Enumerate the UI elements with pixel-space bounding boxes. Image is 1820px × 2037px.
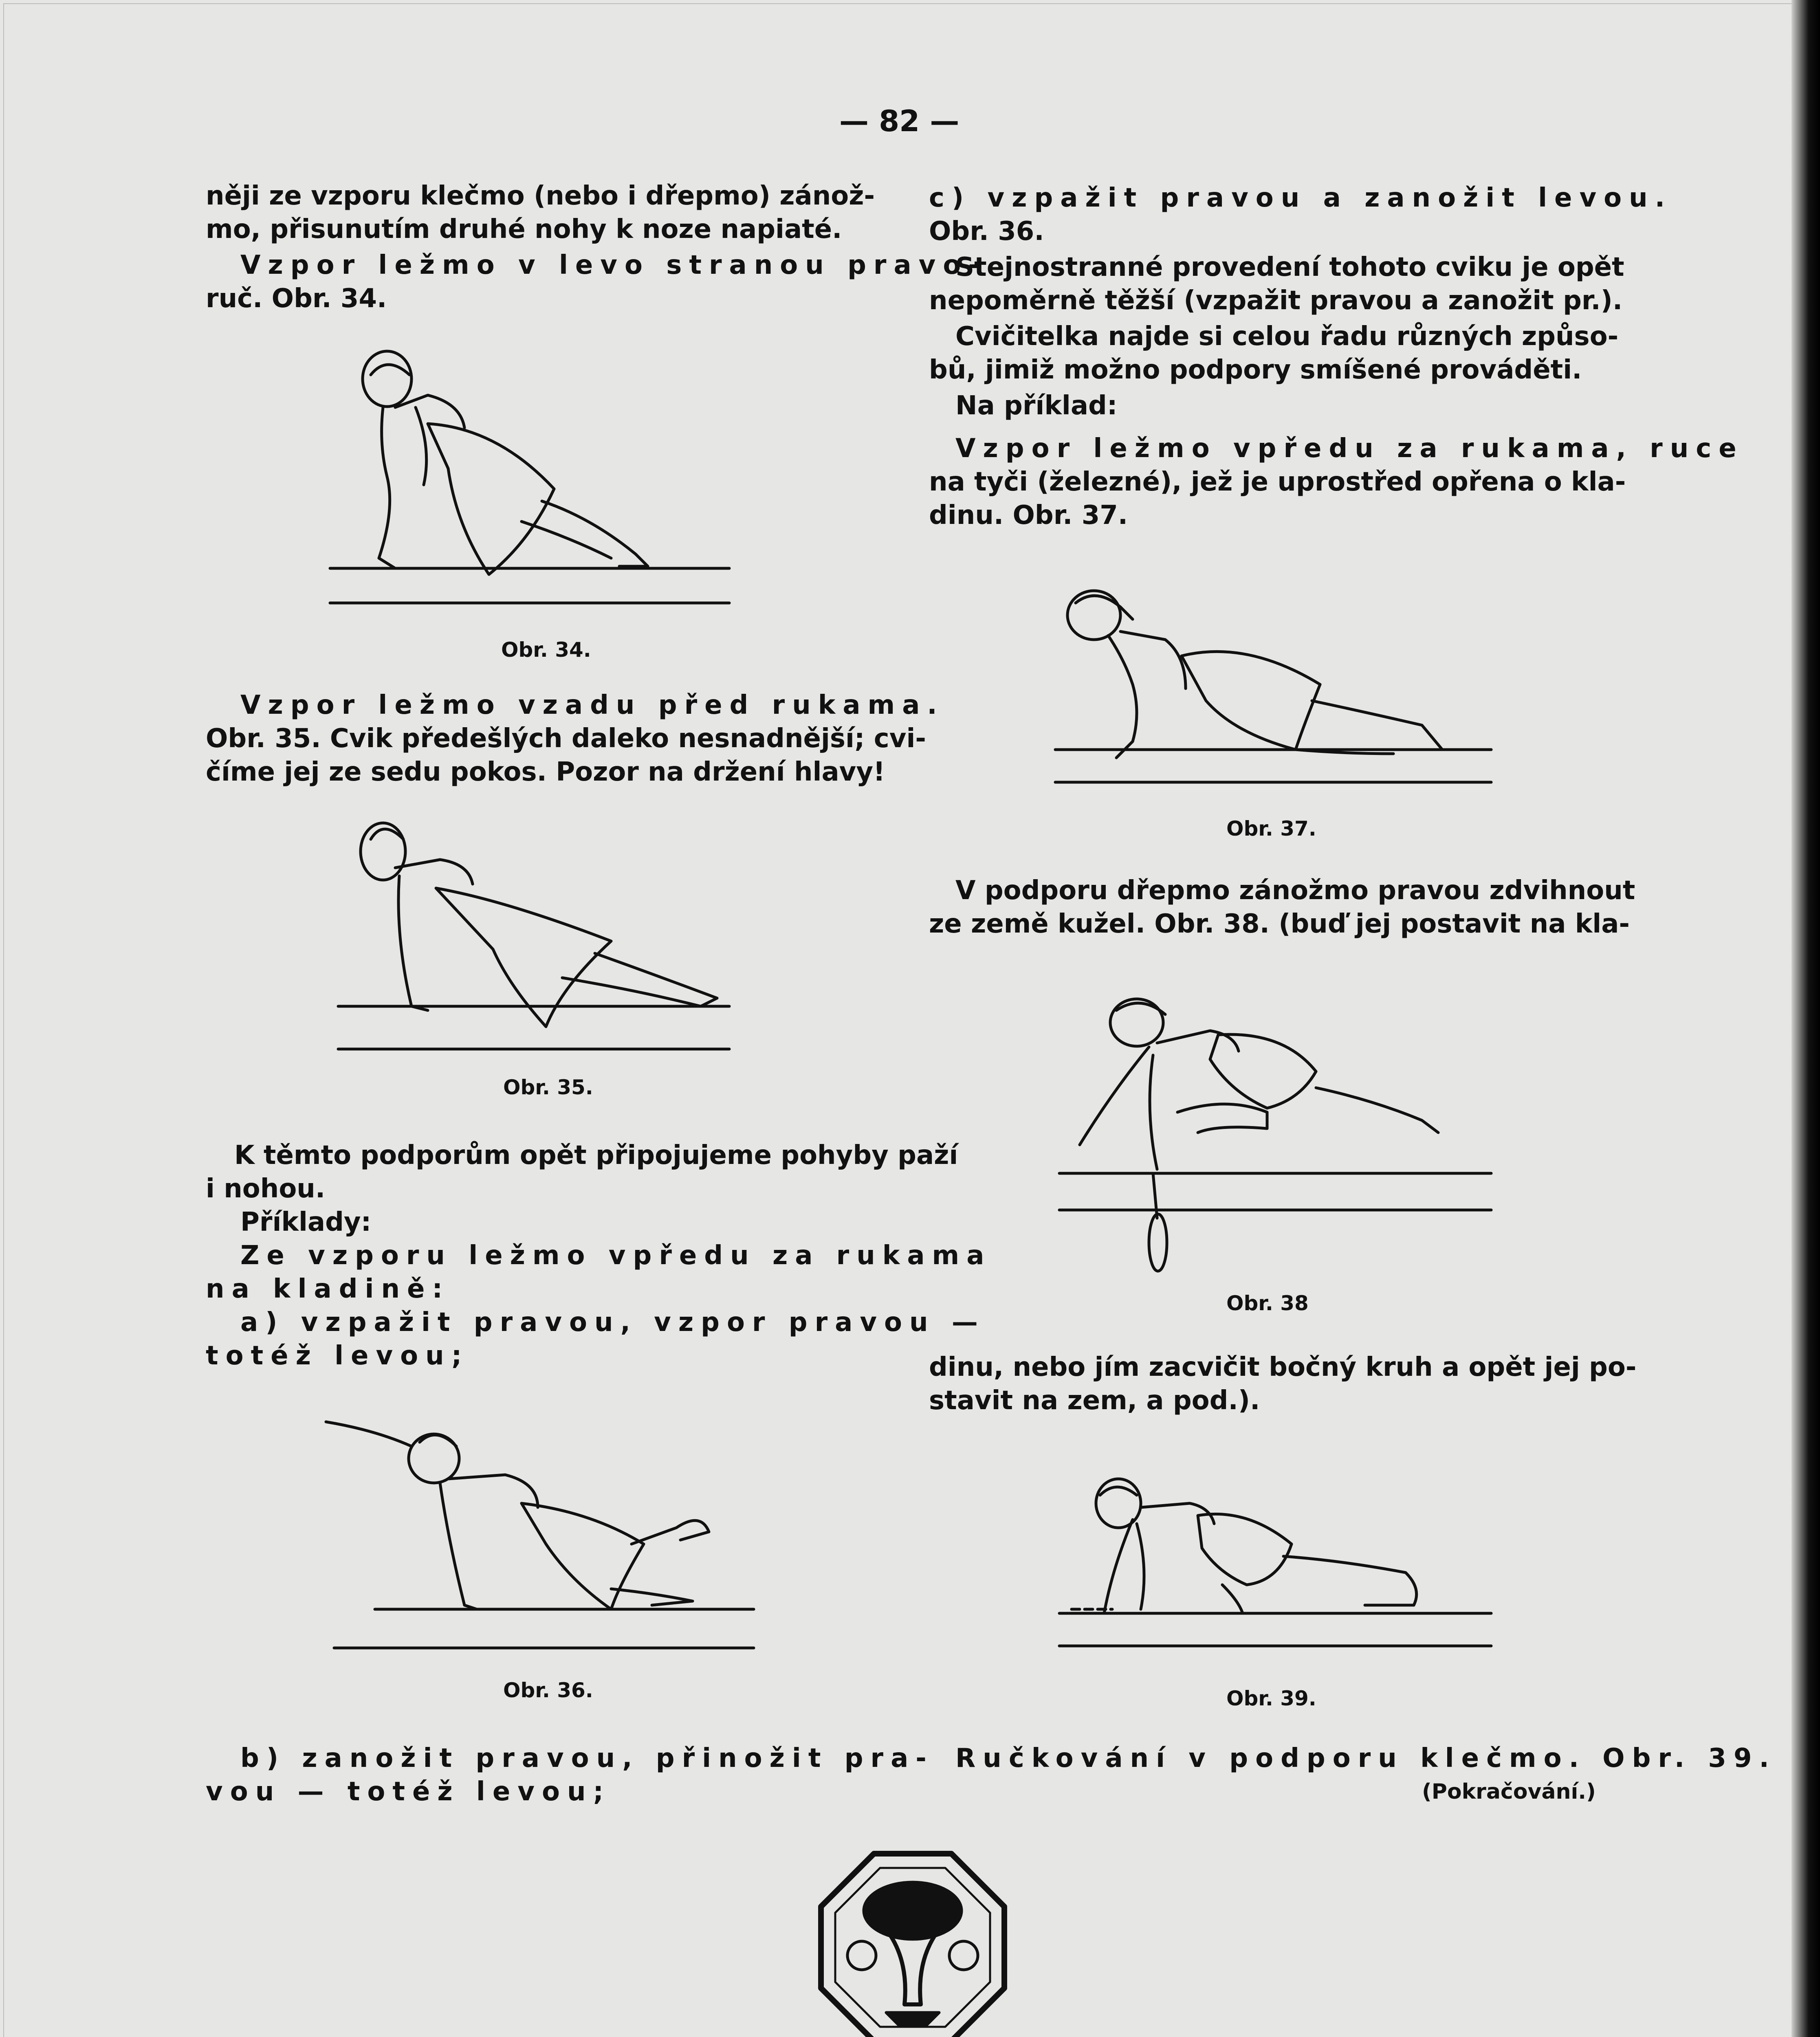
fig34-woman-side-plank-illustration (326, 346, 733, 615)
left-p2-line2: ruč. Obr. 34. (206, 284, 387, 314)
page-number: — 82 — (839, 104, 960, 138)
right-p4: Na příklad: (955, 391, 1118, 421)
left-p7-line2: totéž levou; (206, 1341, 469, 1371)
fig35-caption: Obr. 35. (503, 1076, 593, 1099)
fig35-woman-rear-support-illustration (334, 815, 733, 1059)
left-p3-line1: Vzpor ležmo vzadu před rukama. (240, 690, 944, 720)
right-p6-line1: V podporu dřepmo zánožmo pravou zdvihnout (955, 876, 1635, 906)
right-p5-line2: na tyči (železné), jež je uprostřed opřena o kla- (929, 467, 1626, 497)
left-p6-line2: na kladině: (206, 1274, 450, 1304)
fig36-woman-arm-leg-raise-illustration (326, 1410, 774, 1662)
right-p9: (Pokračování.) (1422, 1780, 1596, 1804)
left-p3-line3: číme jej ze sedu pokos. Pozor na držení hlavy! (206, 757, 885, 787)
right-p7-line2: stavit na zem, a pod.). (929, 1386, 1260, 1416)
fig36-caption: Obr. 36. (503, 1678, 593, 1702)
left-p7-line1: a) vzpažit pravou, vzpor pravou — (240, 1307, 985, 1337)
fig37-caption: Obr. 37. (1226, 817, 1316, 840)
left-p5: Příklady: (240, 1207, 372, 1237)
fig38-caption: Obr. 38 (1226, 1291, 1309, 1315)
right-p6-line2: ze země kužel. Obr. 38. (buď jej postavit na kla- (929, 909, 1630, 939)
right-p3-line2: bů, jimiž možno podpory smíšené prováděti. (929, 355, 1582, 385)
left-p8-line2: vou — totéž levou; (206, 1777, 611, 1807)
right-p8: Ručkování v podporu klečmo. Obr. 39. (955, 1743, 1776, 1773)
right-p3-line1: Cvičitelka najde si celou řadu různých způso- (955, 321, 1619, 352)
left-p4-line1: K těmto podporům opět připojujeme pohyby paží (234, 1140, 958, 1170)
right-p5-line1: Vzpor ležmo vpředu za rukama, ruce (955, 433, 1744, 464)
fig38-woman-squat-club-pickup-illustration (1055, 990, 1495, 1275)
left-p8-line1: b) zanožit pravou, přinožit pra- (240, 1743, 934, 1773)
left-p1-line1: něji ze vzporu klečmo (nebo i dřepmo) zánož- (206, 181, 875, 211)
left-p6-line1: Ze vzporu ležmo vpředu za rukama (240, 1241, 992, 1271)
octagon-tree-vase-emblem-icon (817, 1850, 1008, 2037)
fig39-caption: Obr. 39. (1226, 1687, 1316, 1710)
left-p1-line2: mo, přisunutím druhé nohy k noze napiaté. (206, 214, 842, 244)
left-p2-line1: Vzpor ležmo v levo stranou pravo- (240, 250, 986, 280)
fig39-woman-kneeling-support-illustration (1055, 1467, 1495, 1670)
right-p2-line2: nepoměrně těžší (vzpažit pravou a zanožit pr.). (929, 286, 1623, 316)
fig37-woman-front-support-bar-illustration (1051, 579, 1499, 799)
right-p7-line1: dinu, nebo jím zacvičit bočný kruh a opět jej po- (929, 1352, 1637, 1382)
fig34-caption: Obr. 34. (501, 638, 591, 662)
scan-edge-shadow (1791, 0, 1820, 2037)
left-p4-line2: i nohou. (206, 1174, 326, 1204)
right-p1-line2: Obr. 36. (929, 216, 1044, 246)
left-p3-line2: Obr. 35. Cvik předešlých daleko nesnadnější; cvi- (206, 724, 926, 754)
right-p1-line1: c) vzpažit pravou a zanožit levou. (929, 183, 1672, 213)
right-p2-line1: Stejnostranné provedení tohoto cviku je opět (955, 252, 1624, 282)
right-p5-line3: dinu. Obr. 37. (929, 500, 1128, 530)
